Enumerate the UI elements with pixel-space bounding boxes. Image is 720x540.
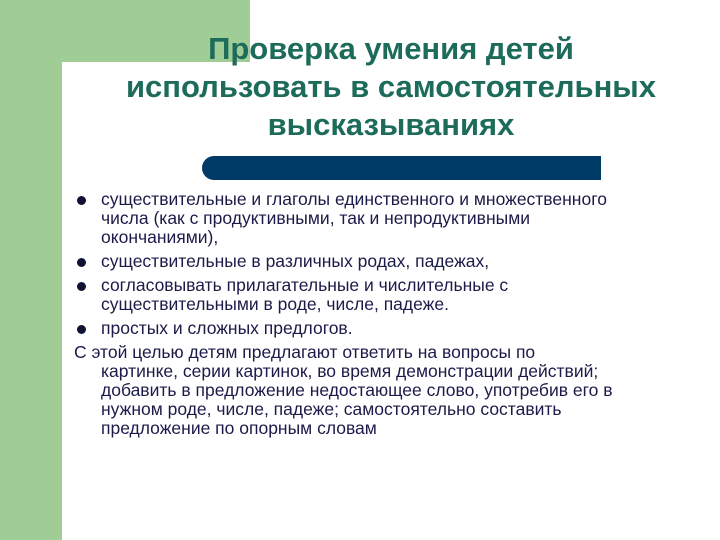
bullet-item xyxy=(74,276,614,314)
bullet-text: существительные в различных родах, падежах, xyxy=(101,251,490,271)
bullet-text: согласовывать прилагательные и числительные с существительными в роде, числе, падеже. xyxy=(101,275,509,314)
decor-green-left xyxy=(0,0,62,540)
bullet-item xyxy=(74,319,614,338)
slide-title xyxy=(62,30,720,144)
slide-body xyxy=(74,190,614,438)
bullet-icon xyxy=(77,325,86,334)
bullet-item xyxy=(74,252,614,271)
body-paragraph: С этой целью детям предлагают ответить на вопросы по картинке, серии картинок, во время демонстрации действий; добавить в предложение недостающее слово, употребив его в нужном роде, числе, падеже; самостоятельно составить предложение по опорным словам xyxy=(74,342,613,438)
bullet-item xyxy=(74,190,614,247)
bullet-icon xyxy=(77,258,86,267)
bullet-icon xyxy=(77,196,86,205)
title-divider xyxy=(213,156,601,180)
title-line-1: Проверка умения детей xyxy=(208,31,574,66)
title-line-3: высказываниях xyxy=(267,107,515,142)
bullet-text: существительные и глаголы единственного и множественного числа (как с продуктивными, так и непродуктивными окончаниями), xyxy=(101,189,607,247)
title-line-2: использовать в самостоятельных xyxy=(125,69,657,104)
bullet-text: простых и сложных предлогов. xyxy=(101,318,353,338)
bullet-icon xyxy=(77,282,86,291)
